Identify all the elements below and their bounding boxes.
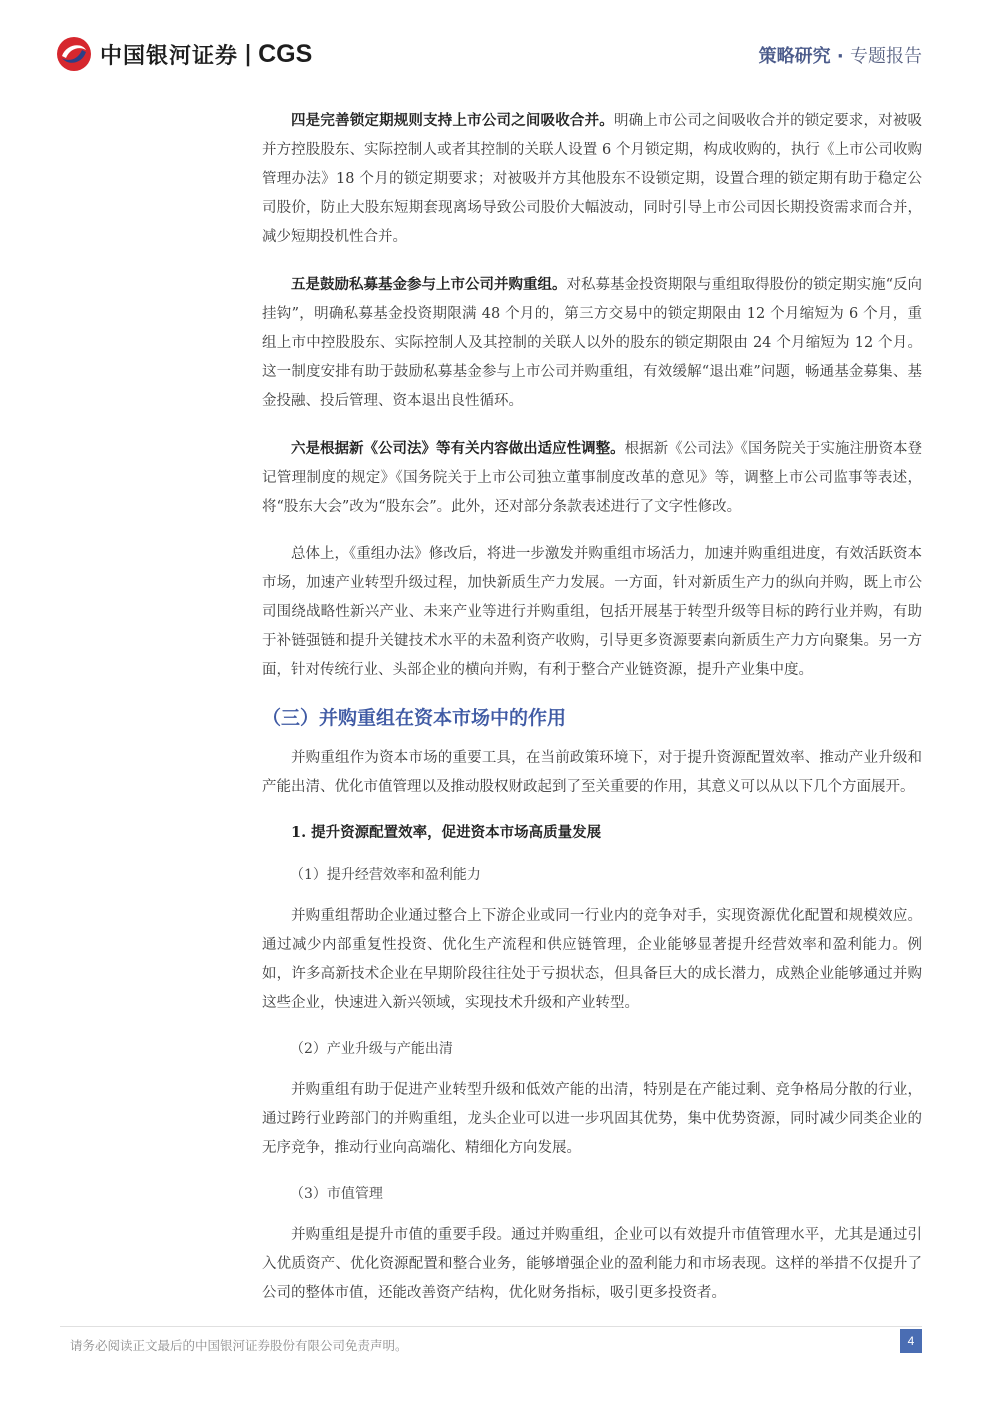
item-label-efficiency: （1）提升经营效率和盈利能力 — [290, 867, 481, 883]
item-label-market-value: （3）市值管理 — [290, 1186, 383, 1202]
logo-chinese-name: 中国银河证券 — [100, 43, 239, 69]
paragraph-private-funds — [262, 270, 922, 416]
page-header — [0, 0, 992, 88]
report-type-label — [759, 42, 922, 68]
paragraph-body: 总体上，《重组办法》修改后，将进一步激发并购重组市场活力，加速并购重组进度，有效活跃资本市场，加速产业转型升级过程，加快新质生产力发展。一方面，针对新质生产力的纵向并购，既上市公司围绕战略性新兴产业、未来产业等进行并购重组，包括开展基于转型升级等目标的跨行业并购，有助于补链强链和提升关键技术水平的未盈利资产收购，引导更多资源要素向新质生产力方向聚集。另一方面，针对传统行业、头部企业的横向并购，有利于整合产业链资源，提升产业集中度。 — [262, 546, 922, 678]
paragraph-company-law — [262, 434, 922, 522]
paragraph-lead: 五是鼓励私募基金参与上市公司并购重组。 — [291, 276, 567, 293]
item-text-industry-upgrade: 并购重组有助于促进产业转型升级和低效产能的出清，特别是在产能过剩、竞争格局分散的行业，通过跨行业跨部门的并购重组，龙头企业可以进一步巩固其优势，集中优势资源，同时减少同类企业的无序竞争，推动行业向高端化、精细化方向发展。 — [262, 1082, 922, 1156]
company-logo — [56, 36, 312, 72]
item-label-industry-upgrade: （2）产业升级与产能出清 — [290, 1041, 453, 1057]
report-separator: · — [830, 46, 850, 67]
logo-english-name: CGS — [258, 39, 313, 68]
paragraph-summary — [262, 540, 922, 685]
main-content — [262, 106, 922, 1326]
page-footer — [60, 1326, 922, 1357]
paragraph-lockup-rules — [262, 106, 922, 252]
page-number: 4 — [900, 1329, 922, 1353]
paragraph-lead: 六是根据新《公司法》等有关内容做出适应性调整。 — [291, 440, 625, 457]
report-subcategory: 专题报告 — [850, 46, 922, 67]
section-intro: 并购重组作为资本市场的重要工具，在当前政策环境下，对于提升资源配置效率、推动产业升级和产能出清、优化市值管理以及推动股权财政起到了至关重要的作用，其意义可以从以下几个方面展开。 — [262, 750, 922, 795]
report-category: 策略研究 — [758, 46, 831, 67]
section-heading: （三）并购重组在资本市场中的作用 — [262, 707, 567, 729]
paragraph-body: 根据新《公司法》《国务院关于实施注册资本登记管理制度的规定》《国务院关于上市公司独立董事制度改革的意见》等，调整上市公司监事等表述，将“股东大会”改为“股东会”。此外，还对部分条款表述进行了文字性修改。 — [262, 441, 923, 515]
paragraph-body: 明确上市公司之间吸收合并的锁定要求，对被吸并方控股股东、实际控制人或者其控制的关联人设置 6 个月锁定期，构成收购的，执行《上市公司收购管理办法》18 个月的锁定期要求；对被吸并方其他股东不设锁定期，设置合理的锁定期有助于稳定公司股价，防止大股东短期套现离场导致公司股价大幅波动，同时引导上市公司因长期投资需求而合并，减少短期投机性合并。 — [262, 113, 923, 245]
cgs-logo-icon — [56, 36, 92, 72]
paragraph-body: 对私募基金投资期限与重组取得股份的锁定期实施“反向挂钩”，明确私募基金投资期限满 48 个月的，第三方交易中的锁定期限由 12 个月缩短为 6 个月，重组上市中控股股东、实际控制人及其控制的关联人以外的股东的锁定期限由 24 个月缩短为 12 个月。这一制度安排有助于鼓励私募基金参与上市公司并购重组，有效缓解“退出难”问题，畅通基金募集、基金投融、投后管理、资本退出良性循环。 — [262, 277, 923, 409]
logo-separator: | — [244, 41, 253, 67]
paragraph-lead: 四是完善锁定期规则支持上市公司之间吸收合并。 — [291, 112, 614, 129]
subsection-heading: 1. 提升资源配置效率，促进资本市场高质量发展 — [291, 824, 602, 841]
disclaimer-text: 请务必阅读正文最后的中国银河证券股份有限公司免责声明。 — [70, 1338, 408, 1353]
item-text-efficiency: 并购重组帮助企业通过整合上下游企业或同一行业内的竞争对手，实现资源优化配置和规模效应。通过减少内部重复性投资、优化生产流程和供应链管理，企业能够显著提升经营效率和盈利能力。例如，许多高新技术企业在早期阶段往往处于亏损状态，但具备巨大的成长潜力，成熟企业能够通过并购这些企业，快速进入新兴领域，实现技术升级和产业转型。 — [262, 908, 922, 1011]
item-text-market-value: 并购重组是提升市值的重要手段。通过并购重组，企业可以有效提升市值管理水平，尤其是通过引入优质资产、优化资源配置和整合业务，能够增强企业的盈利能力和市场表现。这样的举措不仅提升了公司的整体市值，还能改善资产结构，优化财务指标，吸引更多投资者。 — [262, 1227, 922, 1301]
